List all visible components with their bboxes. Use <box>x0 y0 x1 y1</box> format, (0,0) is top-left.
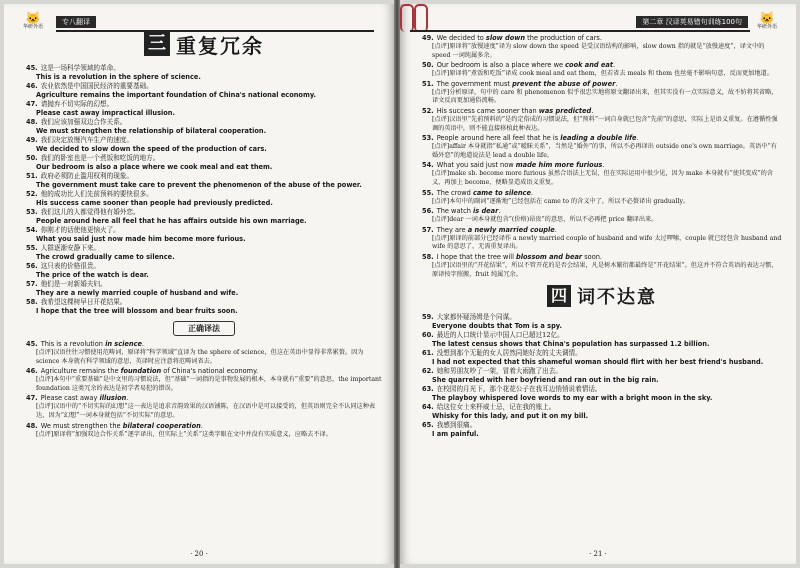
question-number: 51. <box>26 172 38 180</box>
question-number: 47. <box>26 100 38 108</box>
commentary <box>432 198 782 207</box>
question-item <box>26 136 382 145</box>
question-chinese: 这只表的价格很贵。 <box>40 262 101 270</box>
answer-text-pre: We must strengthen the <box>40 421 123 430</box>
question-item <box>26 208 382 217</box>
commentary-label: [点评] <box>36 403 54 411</box>
answer-text-pre: This is a revolution <box>40 340 106 348</box>
question-number: 49. <box>26 136 38 144</box>
commentary <box>432 43 782 60</box>
question-translation: What you said just now made him become more furious. <box>36 235 246 243</box>
answer-text-pre: Please cast away <box>40 394 100 403</box>
answer-text-post: . <box>498 207 501 216</box>
question-number: 54. <box>26 226 38 234</box>
question-translation: The latest census shows that China's population has surpassed 1.2 billion. <box>432 340 710 349</box>
question-item <box>26 154 382 163</box>
question-translation: Agriculture remains the important foundation of China's national economy. <box>36 91 317 99</box>
answer-text-post: . <box>141 340 145 348</box>
question-translation: She quarreled with her boyfriend and ran out in the big rain. <box>432 376 659 385</box>
commentary-text: 原译将“加强双边合作关系”逐字译出，但实际上“关系”这类字眼在文中并没有实质意义，应略去不译。 <box>53 430 332 438</box>
question-chinese: 我们的卧室也是一个煮饭和吃饭的地方。 <box>40 154 160 162</box>
question-translation: Everyone doubts that Tom is a spy. <box>432 322 562 331</box>
question-chinese: 给这位女士来杯威士忌，记在我的账上。 <box>436 403 556 412</box>
answer-item <box>422 207 782 216</box>
question-chinese: 我们决定放慢汽车生产的速度。 <box>40 136 133 144</box>
commentary-label: [点评] <box>432 70 450 78</box>
answer-emphasis: a newly married couple <box>467 225 555 234</box>
question-translation: This is a revolution in the sphere of science. <box>36 73 201 81</box>
question-chinese: 你刚才的话使他更恼火了。 <box>40 226 120 234</box>
section-heading: 词不达意 <box>577 287 657 309</box>
answer-number: 49. <box>422 34 434 42</box>
answer-emphasis: came to silence <box>472 188 531 197</box>
subhead <box>26 321 382 336</box>
answer-item <box>422 34 782 43</box>
answer-item <box>422 107 782 116</box>
question-number: 62. <box>422 367 434 376</box>
question-item <box>26 64 382 73</box>
question-item <box>422 349 782 358</box>
question-translation: The playboy whispered love words to my ear with a bright moon in the sky. <box>432 394 713 403</box>
answer-text-pre: We decided to <box>436 34 486 42</box>
left-page-header <box>14 11 374 30</box>
right-page-content <box>400 34 796 439</box>
answer-number: 48. <box>26 421 38 430</box>
commentary-text: 汉语里的“开花结果”，所以不管开花的是否会结果，凡是树木繁衍都最终是“开花结果”。但这并不符合英语的表达习惯，原译按字照搬，fruit 纯属冗余。 <box>432 261 778 278</box>
answer-number: 52. <box>422 106 434 115</box>
answer-text-post: . <box>636 134 639 143</box>
question-translation: The crowd gradually came to silence. <box>36 253 175 261</box>
header-tag: 专八翻译 <box>56 16 96 28</box>
header-rule <box>410 30 750 32</box>
answer-text-pre: I hope that the tree will <box>436 252 517 261</box>
answer-text-post: . <box>200 421 203 430</box>
commentary-text: 汉语往往习惯使用范畴词，原译将“科学领域”直译为 the sphere of science，但这在英语中显得非常累赘。因为 science 本身就有科学领域的意思，英译时应注意将范畴词省去。 <box>36 349 364 365</box>
question-item <box>422 385 782 394</box>
question-number: 60. <box>422 331 434 340</box>
question-chinese: 他的成功比人们先前预料的要快很多。 <box>40 190 153 198</box>
question-item <box>26 280 382 289</box>
commentary <box>432 116 782 133</box>
question-chinese: 请抛弃不切实际的幻想。 <box>40 100 114 108</box>
question-chinese: 人群逐渐安静下来。 <box>40 244 101 252</box>
question-number: 55. <box>26 244 38 252</box>
question-translation: We decided to slow down the speed of the production of cars. <box>36 145 267 153</box>
question-number: 53. <box>26 208 38 216</box>
cat-logo-icon: 🐱 <box>25 11 41 25</box>
right-page <box>400 4 796 564</box>
answer-text-pre: The crowd <box>436 188 473 197</box>
question-chinese: 在校园的月光下，那个花花公子在我耳边悄悄说着情话。 <box>436 385 602 394</box>
question-translation: We must strengthen the relationship of bilateral cooperation. <box>36 127 267 135</box>
answer-number: 51. <box>422 79 434 88</box>
commentary-label: [点评] <box>432 216 450 224</box>
question-item <box>26 118 382 127</box>
question-chinese: 他们是一对新婚夫妇。 <box>40 280 107 288</box>
answer-number: 54. <box>422 161 434 170</box>
left-page <box>4 4 394 564</box>
commentary <box>432 143 782 160</box>
commentary-text: 本句中的副词“逐渐地”已经包括在 came to 的含义中了，所以不必赘译出 gradually。 <box>449 197 690 205</box>
commentary-label: [点评] <box>432 261 450 269</box>
commentary-text: dear 一词本身就包含“(价格)昂贵”的意思，所以不必再把 price 翻译出来。 <box>449 216 658 224</box>
cat-logo-icon: 🐱 <box>759 11 775 25</box>
question-chinese: 这是一场科学领域的革命。 <box>40 64 120 72</box>
question-item <box>26 190 382 199</box>
answer-list <box>26 340 382 439</box>
question-chinese: 我们这儿的人都觉得他有婚外恋。 <box>40 208 140 216</box>
answer-number: 47. <box>26 394 38 403</box>
question-number: 52. <box>26 190 38 198</box>
answer-emphasis: bilateral cooperation <box>122 421 201 430</box>
answer-item <box>422 134 782 143</box>
question-translation: I had not expected that this shameful woman should flirt with her best friend's husband. <box>432 358 764 367</box>
commentary-text: 本句中“重要基础”是中文里的习惯说法，但“基础”一词指的是事物发展的根本，本身就有“重要”的意思，the important foundation 这类冗余的表达是初学者易犯的错误。 <box>36 376 382 392</box>
answer-text-post: . <box>530 188 534 197</box>
question-list <box>26 64 382 316</box>
question-chinese: 大家都怀疑汤姆是个同谋。 <box>436 313 516 322</box>
answer-number: 56. <box>422 207 434 216</box>
commentary-label: [点评] <box>432 115 450 123</box>
answer-item <box>26 367 382 376</box>
answer-number: 50. <box>422 61 434 70</box>
commentary-label: [点评] <box>432 88 450 96</box>
answer-text-post: . <box>591 106 594 115</box>
question-number: 59. <box>422 313 434 322</box>
question-number: 48. <box>26 118 38 126</box>
commentary-label: [点评] <box>432 170 450 178</box>
question-item <box>26 172 382 181</box>
answer-number: 55. <box>422 188 434 197</box>
question-chinese: 我感到很痛。 <box>436 421 477 430</box>
question-item <box>26 100 382 109</box>
answer-text-pre: What you said just now <box>436 161 516 170</box>
question-chinese: 我希望这棵树早日开花结果。 <box>40 298 127 306</box>
commentary-label: [点评] <box>432 143 450 151</box>
answer-item <box>26 422 382 431</box>
commentary <box>36 403 382 420</box>
question-item <box>26 82 382 91</box>
question-chinese: 政府必须防止滥用权利的现象。 <box>40 172 133 180</box>
answer-text-post: . <box>554 225 557 234</box>
page-number: · 21 · <box>589 550 607 558</box>
question-item <box>422 403 782 412</box>
question-translation: I hope that the tree will blossom and bear fruits soon. <box>36 307 238 315</box>
question-translation: I am painful. <box>432 430 479 439</box>
answer-list <box>422 34 782 279</box>
question-translation: People around here all feel that he has affairs outside his own marriage. <box>36 217 307 225</box>
question-translation: Whisky for this lady, and put it on my bill. <box>432 412 589 421</box>
question-item <box>422 421 782 430</box>
commentary-label: [点评] <box>432 43 450 50</box>
commentary-text: 汉语中的“不切实际的幻想”这一表达是追求音韵效果的汉语铺陈，在汉语中是可以接受的，但英语则完全不认同这种表达，因为“幻想”一词本身就包括“不切实际”的意思。 <box>36 403 376 419</box>
answer-text-pre: They are <box>436 225 468 234</box>
answer-text-pre: Our bedroom is also a place where we <box>436 61 566 70</box>
question-chinese: 最近的人口统计显示中国人口已超过12亿。 <box>436 331 564 340</box>
commentary-text: 原译将“煮饭和吃饭”译成 cook meal and eat them，但若省去 meals 和 them 也丝毫不影响句意，反而更加地道。 <box>449 70 773 78</box>
section-title <box>26 30 382 58</box>
answer-number: 57. <box>422 225 434 234</box>
answer-number: 46. <box>26 367 38 376</box>
question-item <box>26 262 382 271</box>
answer-text-pre: Agriculture remains the <box>40 367 121 376</box>
commentary-label: [点评] <box>432 234 450 242</box>
commentary-text: 汉语里“先前预料的”是约定俗成的习惯说法，但“预料”一词自身就已包含“先前”的意思，实际上是语义重复。在遵循性强调的英语中，则不能直接移植此种表达。 <box>432 115 778 132</box>
commentary-label: [点评] <box>36 376 54 384</box>
question-number: 56. <box>26 262 38 270</box>
question-item <box>26 226 382 235</box>
answer-text-pre: People around here all feel that he is <box>436 134 561 143</box>
question-number: 50. <box>26 154 38 162</box>
answer-emphasis: slow down <box>485 34 526 42</box>
answer-emphasis: foundation <box>120 367 162 376</box>
answer-text-post: soon. <box>582 252 603 261</box>
answer-emphasis: is dear <box>472 207 499 216</box>
logo-text: 华研外语 <box>756 24 777 30</box>
question-number: 65. <box>422 421 434 430</box>
question-number: 64. <box>422 403 434 412</box>
question-number: 63. <box>422 385 434 394</box>
publisher-logo <box>750 12 784 30</box>
subhead-label: 正确译法 <box>173 321 235 336</box>
answer-emphasis: was predicted <box>538 106 592 115</box>
question-number: 58. <box>26 298 38 306</box>
question-item <box>26 298 382 307</box>
question-chinese: 没想到那个无耻的女人居然同她好友的丈夫调情。 <box>436 349 582 358</box>
question-translation: Our bedroom is also a place where we cook meal and eat them. <box>36 163 273 171</box>
question-number: 45. <box>26 64 38 72</box>
publisher-logo <box>16 12 50 30</box>
question-number: 46. <box>26 82 38 90</box>
answer-item <box>26 340 382 349</box>
answer-item <box>422 161 782 170</box>
answer-number: 45. <box>26 340 38 348</box>
question-translation: Please cast away impractical illusion. <box>36 109 175 117</box>
question-chinese: 她和男朋友吵了一架，冒着大雨跑了出去。 <box>436 367 562 376</box>
commentary-text: 分析原译，句中的 care 和 phenomenon 似乎很忠实地将原文翻译出来，但其实没有一点实际意义，故不妨将其省略，译文反而更加通俗流畅。 <box>432 88 778 105</box>
answer-text-pre: His success came sooner than <box>436 106 539 115</box>
question-item <box>422 367 782 376</box>
commentary <box>432 70 782 79</box>
section-number: 三 <box>144 32 170 56</box>
commentary <box>432 262 782 279</box>
answer-item <box>422 189 782 198</box>
answer-item <box>422 61 782 70</box>
commentary-label: [点评] <box>36 430 54 438</box>
commentary-label: [点评] <box>36 349 54 356</box>
question-translation: They are a newly married couple of husband and wife. <box>36 289 239 297</box>
commentary-text: affair 本身就指“私通”或“暧昧关系”，当然是“婚外”的事，所以不必再译出 outside one's own marriage。英语中“有婚外恋”的地道说法是 lead a double life。 <box>432 143 777 159</box>
answer-item <box>422 226 782 235</box>
answer-text-post: of China's national economy. <box>161 367 259 376</box>
question-item <box>26 244 382 253</box>
commentary <box>432 216 782 225</box>
header-tag: 第二章 汉译英易错句训练100句 <box>636 16 748 28</box>
commentary <box>36 349 382 366</box>
commentary <box>36 376 382 393</box>
answer-emphasis: blossom and bear <box>516 252 583 261</box>
answer-item <box>422 80 782 89</box>
page-number: · 20 · <box>190 550 208 558</box>
answer-item <box>422 253 782 262</box>
answer-text-pre: The watch <box>436 207 473 216</box>
question-translation: The government must take care to prevent the phenomenon of the abuse of the power. <box>36 181 362 189</box>
question-number: 61. <box>422 349 434 358</box>
answer-text-post: . <box>615 79 618 88</box>
answer-emphasis: prevent the abuse of power <box>512 79 616 88</box>
answer-text-post: . <box>126 394 129 403</box>
commentary <box>432 170 782 187</box>
question-number: 57. <box>26 280 38 288</box>
commentary-label: [点评] <box>432 197 450 205</box>
answer-text-post: the production of cars. <box>525 34 602 42</box>
section-heading: 重复冗余 <box>176 33 264 58</box>
answer-emphasis: leading a double life <box>560 134 637 143</box>
answer-text-pre: The government must <box>436 79 513 88</box>
commentary <box>36 431 382 440</box>
answer-emphasis: cook and eat <box>565 61 614 70</box>
commentary <box>432 235 782 252</box>
question-chinese: 农业依然是中国国民经济的重要基础。 <box>40 82 153 90</box>
commentary-text: make sb. become more furious 虽然合语法上无误，但在实际运用中很少见，因为 make 本身就有“使其变成”的含义，再加上 become，便略显造成语义重复。 <box>432 170 773 186</box>
question-item <box>422 313 782 322</box>
question-chinese: 我们应该加强双边合作关系。 <box>40 118 127 126</box>
question-translation: The price of the watch is dear. <box>36 271 149 279</box>
right-page-header <box>410 11 786 30</box>
question-translation: His success came sooner than people had previously predicted. <box>36 199 273 207</box>
commentary <box>432 89 782 106</box>
section-number: 四 <box>547 285 571 307</box>
left-page-content <box>4 30 394 440</box>
answer-text-post: . <box>613 61 616 70</box>
question-item <box>422 331 782 340</box>
answer-text-post: . <box>602 161 605 170</box>
commentary-text: 原译将“放慢速度”译为 slow down the speed 是受汉语结构的影响，slow down 指的就是“放慢速度”，译文中的 speed 一词纯属多余。 <box>432 43 765 59</box>
answer-emphasis: made him more furious <box>515 161 603 170</box>
answer-number: 53. <box>422 134 434 143</box>
section-title <box>422 283 782 309</box>
answer-number: 58. <box>422 252 434 261</box>
answer-emphasis: in science <box>105 340 142 348</box>
question-list <box>422 313 782 439</box>
answer-emphasis: illusion <box>99 394 127 403</box>
logo-text: 华研外语 <box>22 24 43 30</box>
commentary-text: 原译的前部分已经译作 a newly married couple of husband and wife 太过啰嗦，couple 就已经包含 husband and wife 的意思了，无需重复译出。 <box>432 234 782 251</box>
